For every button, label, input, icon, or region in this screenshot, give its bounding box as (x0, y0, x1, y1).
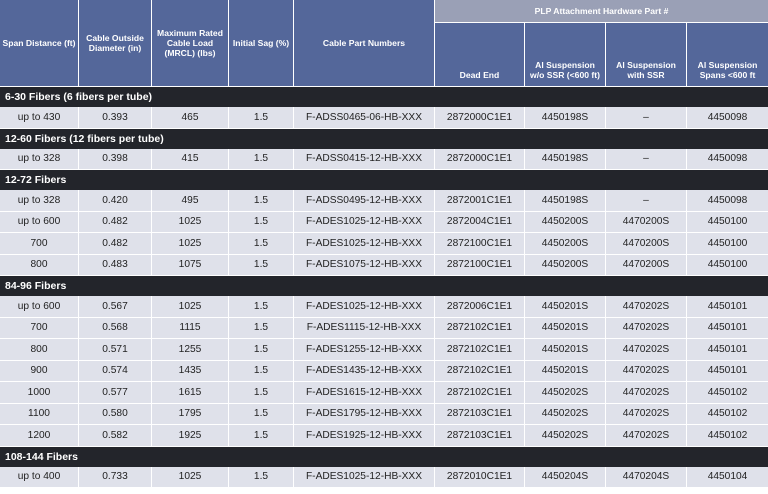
table-row (0, 190, 768, 212)
initial-sag-cell: 1.5 (229, 107, 294, 129)
initial-sag-cell: 1.5 (229, 318, 294, 340)
dead-end-cell: 2872100C1E1 (435, 233, 525, 255)
al-suspension-wo-ssr-cell: 4450200S (525, 233, 606, 255)
initial-sag-cell: 1.5 (229, 425, 294, 447)
header-cable-od: Cable Outside Diameter (in) (79, 0, 152, 87)
span-distance-cell: up to 400 (0, 467, 79, 489)
cable-od-cell: 0.420 (79, 190, 152, 212)
cable-od-cell: 0.482 (79, 233, 152, 255)
cable-part-number-cell: F-ADES1025-12-HB-XXX (294, 296, 435, 318)
al-suspension-wo-ssr-cell: 4450201S (525, 361, 606, 383)
span-distance-cell: 1100 (0, 404, 79, 426)
al-suspension-with-ssr-cell: 4470202S (606, 382, 687, 404)
mrcl-cell: 1435 (152, 361, 229, 383)
cable-part-number-cell: F-ADES1615-12-HB-XXX (294, 382, 435, 404)
al-suspension-spans-cell: 4450101 (687, 296, 768, 318)
al-suspension-with-ssr-cell: 4470204S (606, 467, 687, 489)
initial-sag-cell: 1.5 (229, 467, 294, 489)
table-row (0, 382, 768, 404)
dead-end-cell: 2872001C1E1 (435, 190, 525, 212)
dead-end-cell: 2872000C1E1 (435, 107, 525, 129)
al-suspension-with-ssr-cell: 4470202S (606, 296, 687, 318)
mrcl-cell: 1115 (152, 318, 229, 340)
al-suspension-wo-ssr-cell: 4450202S (525, 425, 606, 447)
al-suspension-spans-cell: 4450102 (687, 425, 768, 447)
cable-part-number-cell: F-ADES1255-12-HB-XXX (294, 339, 435, 361)
al-suspension-spans-cell: 4450100 (687, 233, 768, 255)
table-row (0, 296, 768, 318)
header-mrcl: Maximum Rated Cable Load (MRCL) (lbs) (152, 0, 229, 87)
al-suspension-wo-ssr-cell: 4450198S (525, 190, 606, 212)
al-suspension-wo-ssr-cell: 4450204S (525, 467, 606, 489)
mrcl-cell: 1025 (152, 467, 229, 489)
dead-end-cell: 2872100C1E1 (435, 255, 525, 277)
table-row (0, 361, 768, 383)
cable-od-cell: 0.577 (79, 382, 152, 404)
al-suspension-with-ssr-cell: 4470202S (606, 339, 687, 361)
dead-end-cell: 2872103C1E1 (435, 425, 525, 447)
mrcl-cell: 415 (152, 149, 229, 171)
al-suspension-with-ssr-cell: 4470200S (606, 255, 687, 277)
table-row (0, 212, 768, 234)
cable-part-number-cell: F-ADSS0465-06-HB-XXX (294, 107, 435, 129)
table-row (0, 233, 768, 255)
cable-od-cell: 0.571 (79, 339, 152, 361)
initial-sag-cell: 1.5 (229, 404, 294, 426)
span-distance-cell: 900 (0, 361, 79, 383)
dead-end-cell: 2872102C1E1 (435, 361, 525, 383)
cable-od-cell: 0.398 (79, 149, 152, 171)
al-suspension-spans-cell: 4450098 (687, 149, 768, 171)
span-distance-cell: up to 430 (0, 107, 79, 129)
dead-end-cell: 2872102C1E1 (435, 382, 525, 404)
al-suspension-with-ssr-cell: 4470202S (606, 318, 687, 340)
dead-end-cell: 2872000C1E1 (435, 149, 525, 171)
al-suspension-with-ssr-cell: 4470202S (606, 425, 687, 447)
al-suspension-wo-ssr-cell: 4450201S (525, 318, 606, 340)
al-suspension-wo-ssr-cell: 4450200S (525, 255, 606, 277)
initial-sag-cell: 1.5 (229, 361, 294, 383)
cable-od-cell: 0.574 (79, 361, 152, 383)
cable-part-number-cell: F-ADES1025-12-HB-XXX (294, 467, 435, 489)
initial-sag-cell: 1.5 (229, 255, 294, 277)
al-suspension-with-ssr-cell: 4470200S (606, 212, 687, 234)
cable-part-number-cell: F-ADES1025-12-HB-XXX (294, 212, 435, 234)
dead-end-cell: 2872006C1E1 (435, 296, 525, 318)
al-suspension-with-ssr-cell: – (606, 107, 687, 129)
group-header-row (0, 87, 768, 107)
cable-part-number-cell: F-ADES1795-12-HB-XXX (294, 404, 435, 426)
al-suspension-with-ssr-cell: 4470200S (606, 233, 687, 255)
span-distance-cell: up to 600 (0, 296, 79, 318)
cable-part-number-cell: F-ADES1435-12-HB-XXX (294, 361, 435, 383)
cable-od-cell: 0.483 (79, 255, 152, 277)
al-suspension-spans-cell: 4450101 (687, 339, 768, 361)
group-title: 84-96 Fibers (0, 276, 768, 296)
cable-part-number-cell: F-ADES1115-12-HB-XXX (294, 318, 435, 340)
al-suspension-spans-cell: 4450102 (687, 382, 768, 404)
group-header-row (0, 276, 768, 296)
al-suspension-spans-cell: 4450100 (687, 255, 768, 277)
dead-end-cell: 2872004C1E1 (435, 212, 525, 234)
cable-part-number-cell: F-ADSS0415-12-HB-XXX (294, 149, 435, 171)
al-suspension-spans-cell: 4450102 (687, 404, 768, 426)
group-title: 6-30 Fibers (6 fibers per tube) (0, 87, 768, 107)
cable-od-cell: 0.580 (79, 404, 152, 426)
span-distance-cell: 700 (0, 233, 79, 255)
mrcl-cell: 1795 (152, 404, 229, 426)
table-row (0, 425, 768, 447)
cable-part-number-cell: F-ADES1075-12-HB-XXX (294, 255, 435, 277)
table-row (0, 318, 768, 340)
table-row (0, 404, 768, 426)
group-title: 12-72 Fibers (0, 170, 768, 190)
span-distance-cell: 800 (0, 339, 79, 361)
span-distance-cell: 800 (0, 255, 79, 277)
mrcl-cell: 1255 (152, 339, 229, 361)
header-al-suspension-spans: Al Suspension Spans <600 ft (687, 23, 768, 87)
cable-od-cell: 0.482 (79, 212, 152, 234)
al-suspension-with-ssr-cell: – (606, 149, 687, 171)
al-suspension-wo-ssr-cell: 4450201S (525, 339, 606, 361)
al-suspension-wo-ssr-cell: 4450198S (525, 107, 606, 129)
initial-sag-cell: 1.5 (229, 382, 294, 404)
header-cable-part-numbers: Cable Part Numbers (294, 0, 435, 87)
dead-end-cell: 2872102C1E1 (435, 318, 525, 340)
cable-od-cell: 0.733 (79, 467, 152, 489)
span-distance-cell: up to 600 (0, 212, 79, 234)
al-suspension-with-ssr-cell: 4470202S (606, 404, 687, 426)
table-row (0, 107, 768, 129)
al-suspension-spans-cell: 4450098 (687, 107, 768, 129)
initial-sag-cell: 1.5 (229, 212, 294, 234)
al-suspension-spans-cell: 4450104 (687, 467, 768, 489)
table-row (0, 255, 768, 277)
span-distance-cell: 1200 (0, 425, 79, 447)
al-suspension-with-ssr-cell: – (606, 190, 687, 212)
al-suspension-spans-cell: 4450101 (687, 361, 768, 383)
header-span-distance: Span Distance (ft) (0, 0, 79, 87)
initial-sag-cell: 1.5 (229, 233, 294, 255)
al-suspension-spans-cell: 4450101 (687, 318, 768, 340)
al-suspension-spans-cell: 4450100 (687, 212, 768, 234)
al-suspension-wo-ssr-cell: 4450198S (525, 149, 606, 171)
span-distance-cell: up to 328 (0, 190, 79, 212)
dead-end-cell: 2872103C1E1 (435, 404, 525, 426)
mrcl-cell: 1025 (152, 296, 229, 318)
header-initial-sag: Initial Sag (%) (229, 0, 294, 87)
table-row (0, 339, 768, 361)
al-suspension-with-ssr-cell: 4470202S (606, 361, 687, 383)
al-suspension-wo-ssr-cell: 4450202S (525, 382, 606, 404)
span-distance-cell: 1000 (0, 382, 79, 404)
dead-end-cell: 2872102C1E1 (435, 339, 525, 361)
al-suspension-wo-ssr-cell: 4450201S (525, 296, 606, 318)
cable-part-number-cell: F-ADSS0495-12-HB-XXX (294, 190, 435, 212)
al-suspension-wo-ssr-cell: 4450200S (525, 212, 606, 234)
header-plp-group: PLP Attachment Hardware Part # (435, 0, 768, 23)
span-distance-cell: 700 (0, 318, 79, 340)
initial-sag-cell: 1.5 (229, 339, 294, 361)
group-title: 12-60 Fibers (12 fibers per tube) (0, 129, 768, 149)
mrcl-cell: 1925 (152, 425, 229, 447)
table-row (0, 467, 768, 489)
mrcl-cell: 465 (152, 107, 229, 129)
cable-od-cell: 0.568 (79, 318, 152, 340)
header-dead-end: Dead End (435, 23, 525, 87)
group-header-row (0, 447, 768, 467)
mrcl-cell: 1025 (152, 233, 229, 255)
group-header-row (0, 129, 768, 149)
initial-sag-cell: 1.5 (229, 296, 294, 318)
mrcl-cell: 1025 (152, 212, 229, 234)
span-distance-cell: up to 328 (0, 149, 79, 171)
header-al-suspension-with-ssr: Al Suspension with SSR (606, 23, 687, 87)
al-suspension-spans-cell: 4450098 (687, 190, 768, 212)
cable-part-number-cell: F-ADES1025-12-HB-XXX (294, 233, 435, 255)
group-title: 108-144 Fibers (0, 447, 768, 467)
table-body (0, 87, 768, 488)
table-row (0, 149, 768, 171)
dead-end-cell: 2872010C1E1 (435, 467, 525, 489)
cable-part-number-cell: F-ADES1925-12-HB-XXX (294, 425, 435, 447)
mrcl-cell: 1075 (152, 255, 229, 277)
initial-sag-cell: 1.5 (229, 190, 294, 212)
initial-sag-cell: 1.5 (229, 149, 294, 171)
header-al-suspension-wo-ssr: Al Suspension w/o SSR (<600 ft) (525, 23, 606, 87)
cable-od-cell: 0.393 (79, 107, 152, 129)
table-header (0, 0, 768, 87)
mrcl-cell: 495 (152, 190, 229, 212)
al-suspension-wo-ssr-cell: 4450202S (525, 404, 606, 426)
cable-od-cell: 0.582 (79, 425, 152, 447)
mrcl-cell: 1615 (152, 382, 229, 404)
cable-od-cell: 0.567 (79, 296, 152, 318)
group-header-row (0, 170, 768, 190)
